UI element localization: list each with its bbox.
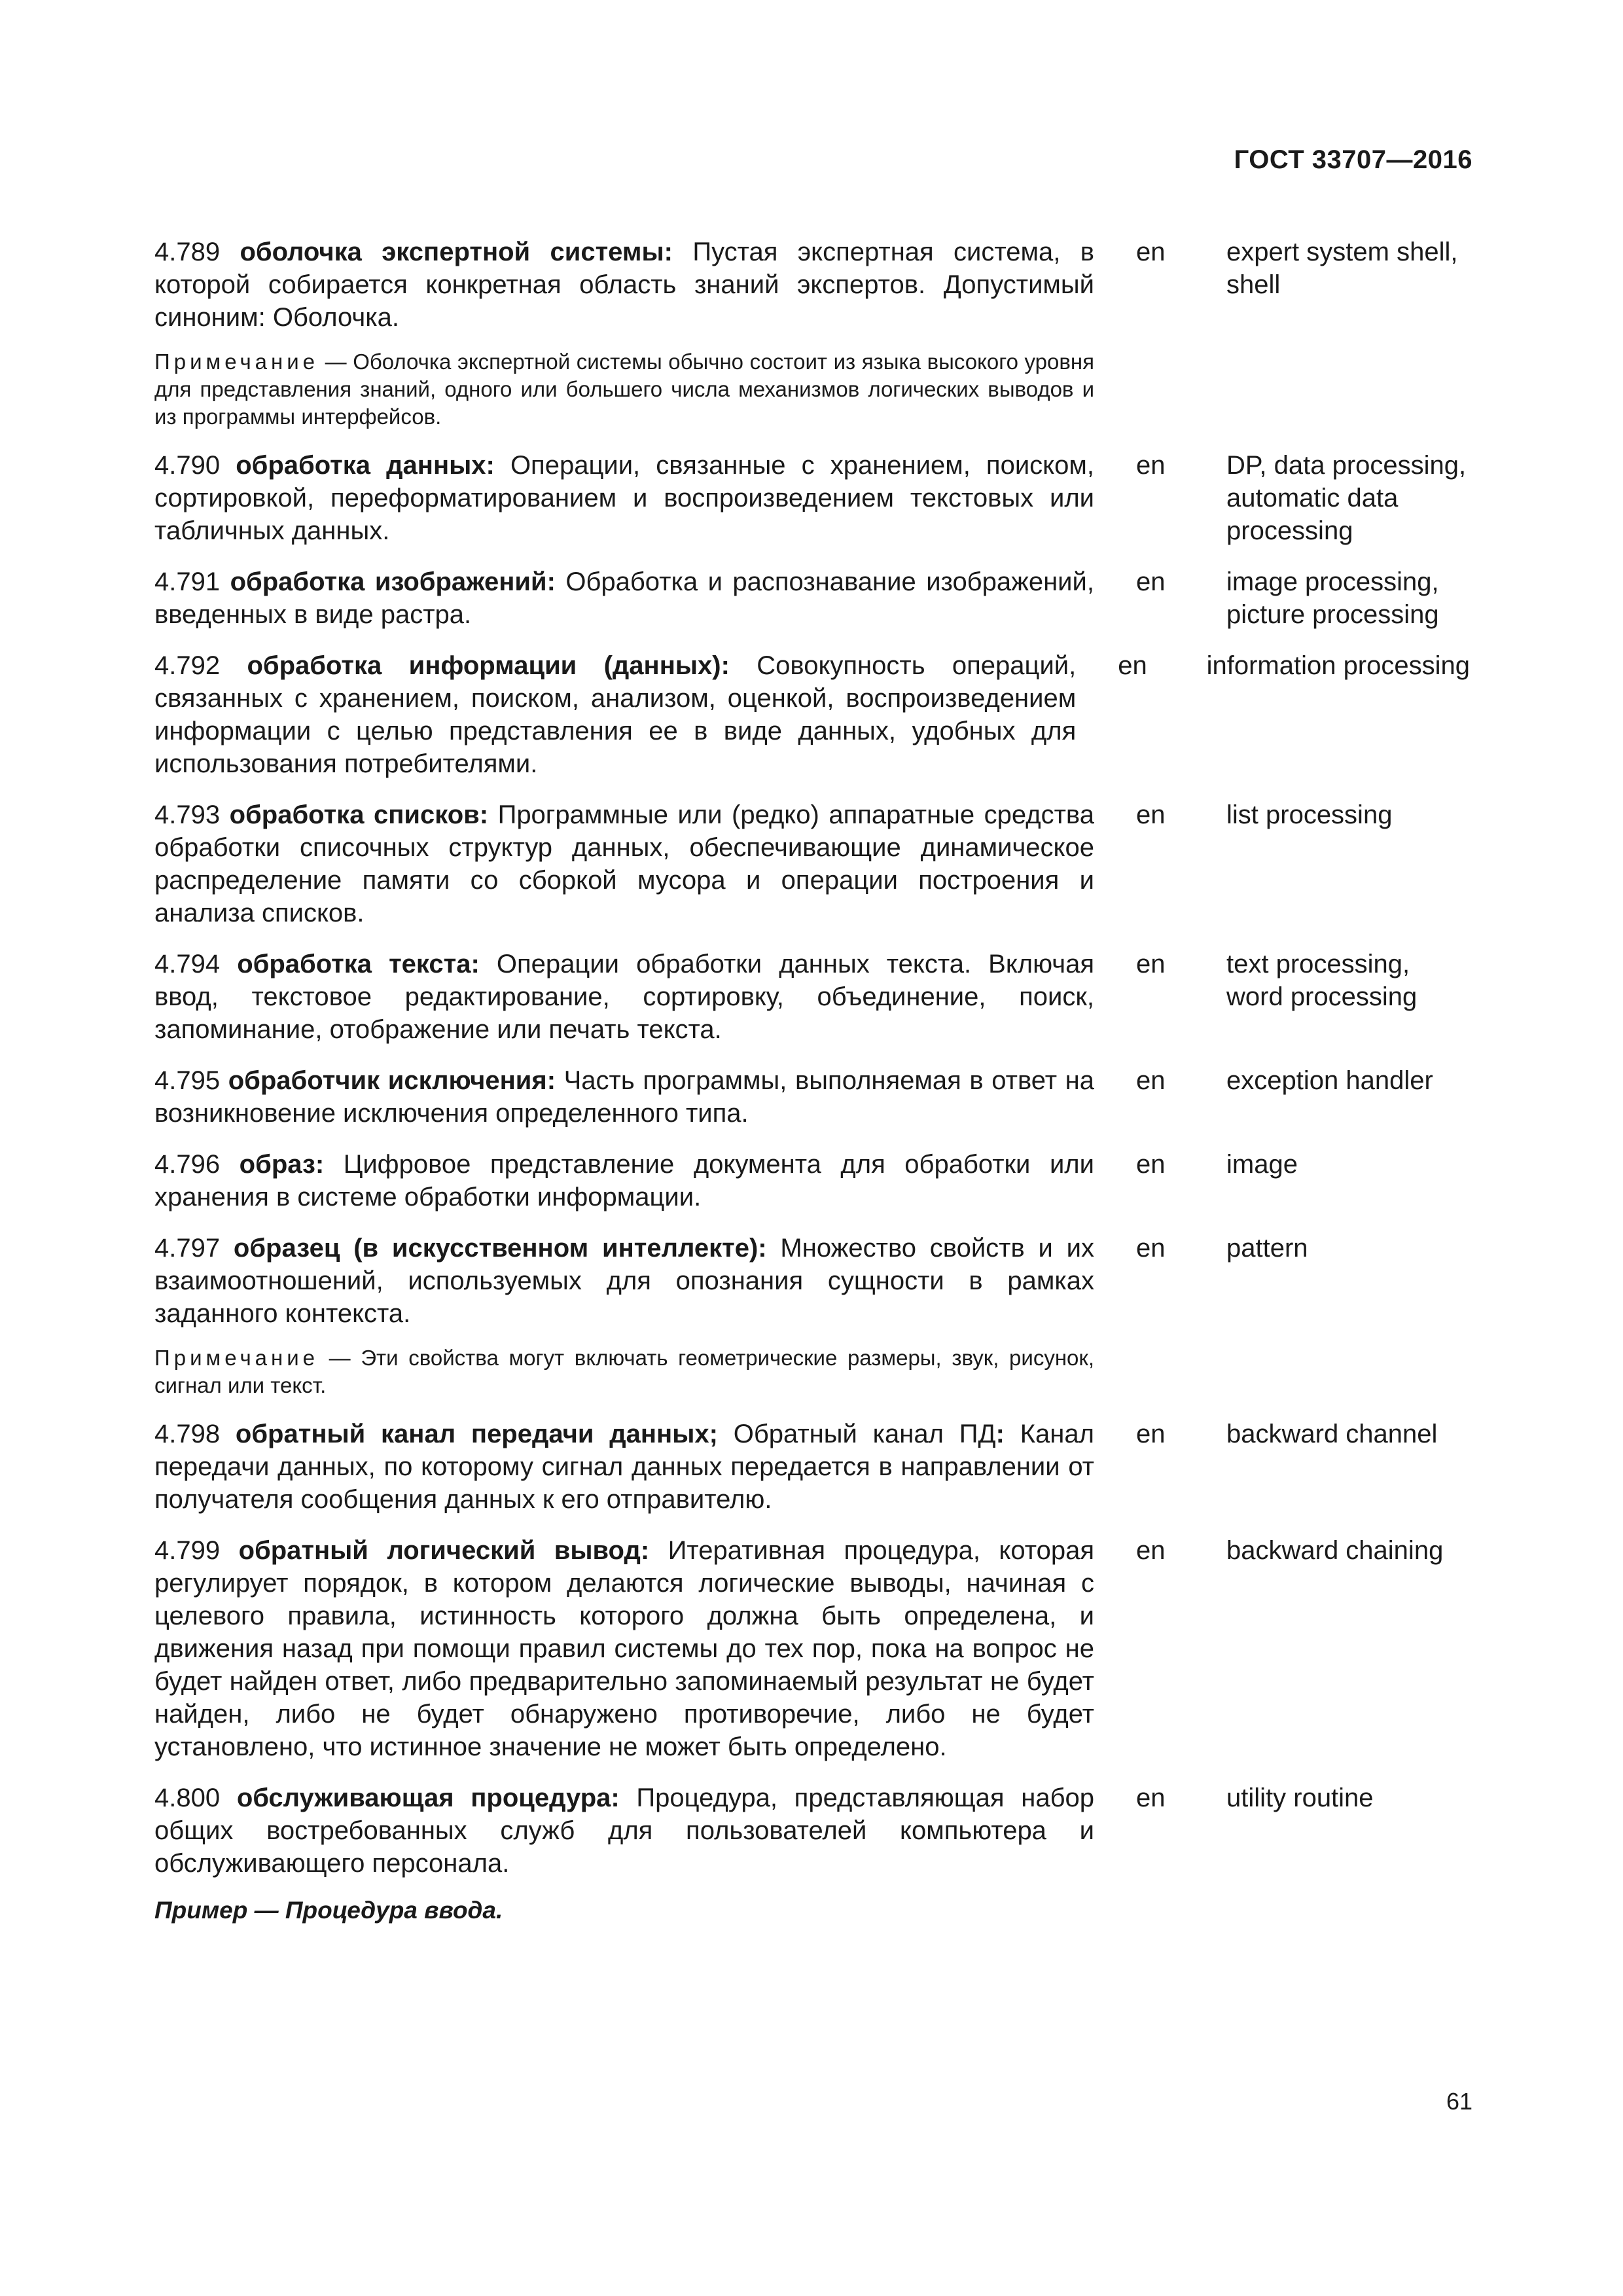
- note-text: — Эти свойства могут включать геометрические размеры, звук, рисунок, сигнал или текст.: [154, 1346, 1094, 1397]
- term-number: 4.799: [154, 1536, 221, 1565]
- term-entry: [154, 1064, 1470, 1130]
- term-number: 4.797: [154, 1234, 221, 1263]
- term-name: образец (в искусственном интеллекте):: [233, 1234, 767, 1263]
- term-entry: [154, 1232, 1470, 1330]
- note-text: — Оболочка экспертной системы обычно состоит из языка высокого уровня для представления знаний, одного или большего числа механизмов логических выводов и из программы интерфейсов.: [154, 350, 1094, 429]
- english-equivalent: text processing, word processing: [1226, 950, 1418, 1011]
- term-name: обслуживающая процедура:: [236, 1784, 620, 1812]
- term-number: 4.796: [154, 1150, 221, 1179]
- term-entry: [154, 236, 1470, 334]
- language-code: en: [1136, 1234, 1166, 1263]
- english-equivalent: exception handler: [1226, 1066, 1433, 1095]
- english-equivalent: utility routine: [1226, 1784, 1374, 1812]
- term-colon: :: [995, 1420, 1005, 1448]
- term-definition: [154, 565, 1094, 631]
- term-definition: [154, 798, 1094, 929]
- term-name: обработчик исключения:: [228, 1066, 556, 1095]
- term-entry: [154, 449, 1470, 547]
- term-definition: [154, 1148, 1094, 1213]
- note-label: Примечание: [154, 350, 319, 374]
- language-code: en: [1136, 238, 1166, 266]
- term-text: Совокупность операций, связанных с хранением, поиском, анализом, оценкой, воспроизведением информации с целью представления ее в виде данных, удобных для использования потребителями.: [154, 651, 1077, 778]
- term-note: [154, 348, 1094, 431]
- term-number: 4.791: [154, 567, 221, 596]
- term-text: Пустая экспертная система, в которой собирается конкретная область знаний экспертов. Допустимый синоним: Оболочка.: [154, 238, 1094, 332]
- language-code: en: [1136, 1150, 1166, 1179]
- english-equivalent: image: [1226, 1150, 1298, 1179]
- english-equivalent: expert system shell, shell: [1226, 238, 1458, 299]
- term-number: 4.798: [154, 1420, 221, 1448]
- term-name: обработка списков:: [229, 800, 489, 829]
- term-name: обработка текста:: [237, 950, 480, 978]
- page-number: 61: [1446, 2088, 1472, 2115]
- term-definition: [154, 1232, 1094, 1330]
- term-synonym: Обратный канал ПД: [733, 1420, 996, 1448]
- term-number: 4.792: [154, 651, 221, 680]
- term-name: обработка данных:: [236, 451, 495, 480]
- term-name: оболочка экспертной системы:: [240, 238, 673, 266]
- language-code: en: [1136, 1420, 1166, 1448]
- term-note: [154, 1344, 1094, 1399]
- language-code: en: [1136, 950, 1166, 978]
- term-text: Множество свойств и их взаимоотношений, используемых для опознания сущности в рамках заданного контекста.: [154, 1234, 1094, 1328]
- term-entry: [154, 948, 1470, 1046]
- term-definition: [154, 236, 1094, 334]
- language-code: en: [1136, 1784, 1166, 1812]
- term-entry: [154, 1148, 1470, 1213]
- term-number: 4.800: [154, 1784, 221, 1812]
- term-name: обработка изображений:: [230, 567, 556, 596]
- term-name: обратный канал передачи данных;: [235, 1420, 718, 1448]
- english-equivalent: information processing: [1206, 651, 1470, 680]
- english-equivalent: image processing, picture processing: [1226, 567, 1439, 629]
- language-code: en: [1118, 651, 1147, 680]
- term-entry: [154, 649, 1470, 780]
- term-name: обработка информации (данных):: [247, 651, 730, 680]
- term-entry: [154, 798, 1470, 929]
- term-entry: [154, 1418, 1470, 1516]
- document-id: ГОСТ 33707—2016: [1234, 145, 1472, 174]
- term-entry: [154, 565, 1470, 631]
- english-equivalent: DP, data processing, automatic data processing: [1226, 451, 1467, 545]
- term-example: Пример — Процедура ввода.: [154, 1897, 503, 1924]
- term-text: Итеративная процедура, которая регулирует порядок, в котором делаются логические выводы, начиная с целевого правила, истинность которого должна быть определена, и движения назад при помощи правил системы до тех пор, пока на вопрос не будет найден ответ, либо предварительно запоминаемый результат не будет найден, либо не будет обнаружено противоречие, либо не будет установлено, что истинное значение не может быть определено.: [154, 1536, 1094, 1761]
- term-number: 4.793: [154, 800, 221, 829]
- language-code: en: [1136, 1066, 1166, 1095]
- term-definition: [154, 948, 1094, 1046]
- english-equivalent: backward chaining: [1226, 1536, 1444, 1565]
- terms-list: [154, 236, 1470, 1927]
- term-definition: [154, 1534, 1094, 1763]
- english-equivalent: backward channel: [1226, 1420, 1438, 1448]
- term-name: обратный логический вывод:: [238, 1536, 650, 1565]
- english-equivalent: list processing: [1226, 800, 1393, 829]
- term-definition: [154, 649, 1076, 780]
- term-number: 4.789: [154, 238, 221, 266]
- english-equivalent: pattern: [1226, 1234, 1308, 1263]
- term-text: Обработка и распознавание изображений, введенных в виде растра.: [154, 567, 1094, 629]
- term-text: Цифровое представление документа для обработки или хранения в системе обработки информации.: [154, 1150, 1094, 1211]
- note-label: Примечание: [154, 1346, 319, 1370]
- language-code: en: [1136, 451, 1166, 480]
- term-definition: [154, 1418, 1094, 1516]
- term-number: 4.795: [154, 1066, 221, 1095]
- term-text: Программные или (редко) аппаратные средства обработки списочных структур данных, обеспечивающие динамическое распределение памяти со сборкой мусора и операции построения и анализа списков.: [154, 800, 1094, 927]
- term-entry: [154, 1534, 1470, 1763]
- term-name: образ:: [239, 1150, 325, 1179]
- term-text: Канал передачи данных, по которому сигнал данных передается в направлении от получателя сообщения данных к его отправителю.: [154, 1420, 1094, 1514]
- term-text: Часть программы, выполняемая в ответ на возникновение исключения определенного типа.: [154, 1066, 1094, 1128]
- term-text: Операции обработки данных текста. Включая ввод, текстовое редактирование, сортировку, объединение, поиск, запоминание, отображение или печать текста.: [154, 950, 1094, 1044]
- term-definition: [154, 1064, 1094, 1130]
- language-code: en: [1136, 567, 1166, 596]
- language-code: en: [1136, 1536, 1166, 1565]
- term-entry: [154, 1782, 1470, 1880]
- term-number: 4.790: [154, 451, 221, 480]
- term-text: Процедура, представляющая набор общих востребованных служб для пользователей компьютера и обслуживающего персонала.: [154, 1784, 1094, 1878]
- term-definition: [154, 1782, 1094, 1880]
- language-code: en: [1136, 800, 1166, 829]
- term-number: 4.794: [154, 950, 221, 978]
- term-text: Операции, связанные с хранением, поиском, сортировкой, переформатированием и воспроизведением текстовых или табличных данных.: [154, 451, 1094, 545]
- term-definition: [154, 449, 1094, 547]
